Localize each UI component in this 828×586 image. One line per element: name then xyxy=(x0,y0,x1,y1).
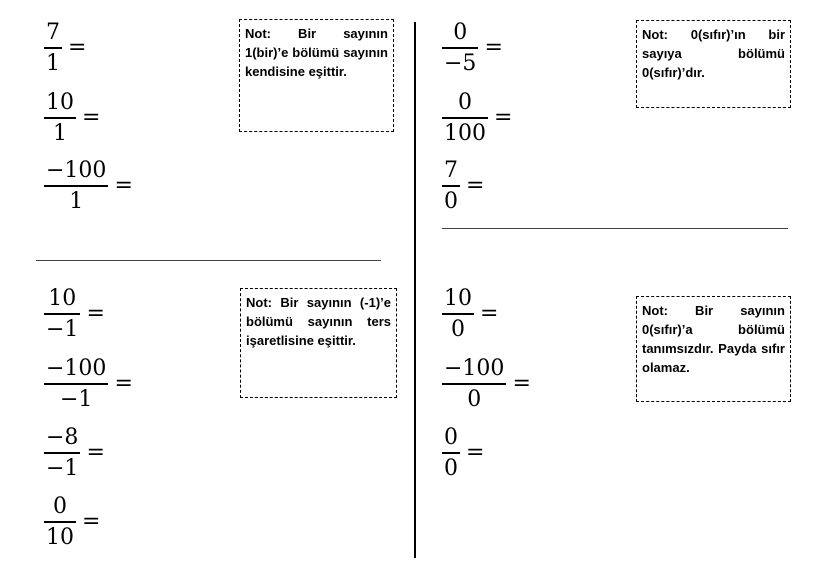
numerator: 0 xyxy=(453,20,468,45)
equals-sign: = xyxy=(494,105,513,131)
fraction-row xyxy=(442,92,512,145)
numerator: 10 xyxy=(46,90,74,115)
denominator: 1 xyxy=(69,188,84,214)
fraction-row xyxy=(44,288,105,341)
horizontal-divider-right xyxy=(442,228,788,229)
note-box: Not: 0(sıfır)’ın bir sayıya bölümü 0(sıfır)’dır. xyxy=(636,20,791,108)
denominator: 10 xyxy=(46,524,74,550)
equals-sign: = xyxy=(82,105,101,131)
fraction-row xyxy=(44,92,100,145)
fraction-row xyxy=(442,427,484,480)
denominator: −1 xyxy=(60,386,93,412)
equals-sign: = xyxy=(68,35,87,61)
denominator: 1 xyxy=(46,50,60,76)
vertical-divider xyxy=(414,22,416,558)
denominator: −1 xyxy=(46,455,79,481)
numerator: 0 xyxy=(53,494,67,519)
note-box: Not: Bir sayının 1(bir)’e bölümü sayının kendisine eşittir. xyxy=(239,19,394,132)
equals-sign: = xyxy=(466,173,485,199)
equals-sign: = xyxy=(114,173,133,199)
equals-sign: = xyxy=(86,440,105,466)
equals-sign: = xyxy=(484,35,503,61)
denominator: −1 xyxy=(46,316,79,342)
fraction-row xyxy=(44,358,133,411)
equals-sign: = xyxy=(82,509,101,535)
fraction-row xyxy=(442,160,484,213)
equals-sign: = xyxy=(466,440,485,466)
denominator: 0 xyxy=(444,188,458,214)
note-box: Not: Bir sayının (-1)’e bölümü sayının ters işaretlisine eşittir. xyxy=(240,288,397,398)
equals-sign: = xyxy=(512,371,531,397)
fraction-row xyxy=(442,358,531,411)
numerator: 10 xyxy=(48,286,77,311)
equals-sign: = xyxy=(480,301,499,327)
fraction-row xyxy=(442,288,498,341)
denominator: 100 xyxy=(444,120,486,146)
numerator: −100 xyxy=(46,158,107,183)
denominator: 1 xyxy=(53,120,67,146)
numerator: 0 xyxy=(458,90,472,115)
denominator: 0 xyxy=(451,316,465,342)
numerator: 7 xyxy=(46,20,60,45)
fraction-row xyxy=(44,22,86,75)
fraction-row xyxy=(442,22,503,75)
fraction-row xyxy=(44,427,105,480)
equals-sign: = xyxy=(114,371,133,397)
denominator: 0 xyxy=(444,455,458,481)
numerator: −100 xyxy=(46,356,107,381)
numerator: 10 xyxy=(444,286,472,311)
note-box: Not: Bir sayının 0(sıfır)’a bölümü tanımsızdır. Payda sıfır olamaz. xyxy=(636,296,791,402)
denominator: −5 xyxy=(444,50,477,76)
numerator: 0 xyxy=(444,425,458,450)
denominator: 0 xyxy=(467,386,482,412)
numerator: −100 xyxy=(444,356,505,381)
numerator: 7 xyxy=(444,158,458,183)
horizontal-divider-left xyxy=(36,260,381,261)
fraction-row xyxy=(44,496,100,549)
equals-sign: = xyxy=(86,301,105,327)
fraction-row xyxy=(44,160,133,213)
numerator: −8 xyxy=(46,425,79,450)
